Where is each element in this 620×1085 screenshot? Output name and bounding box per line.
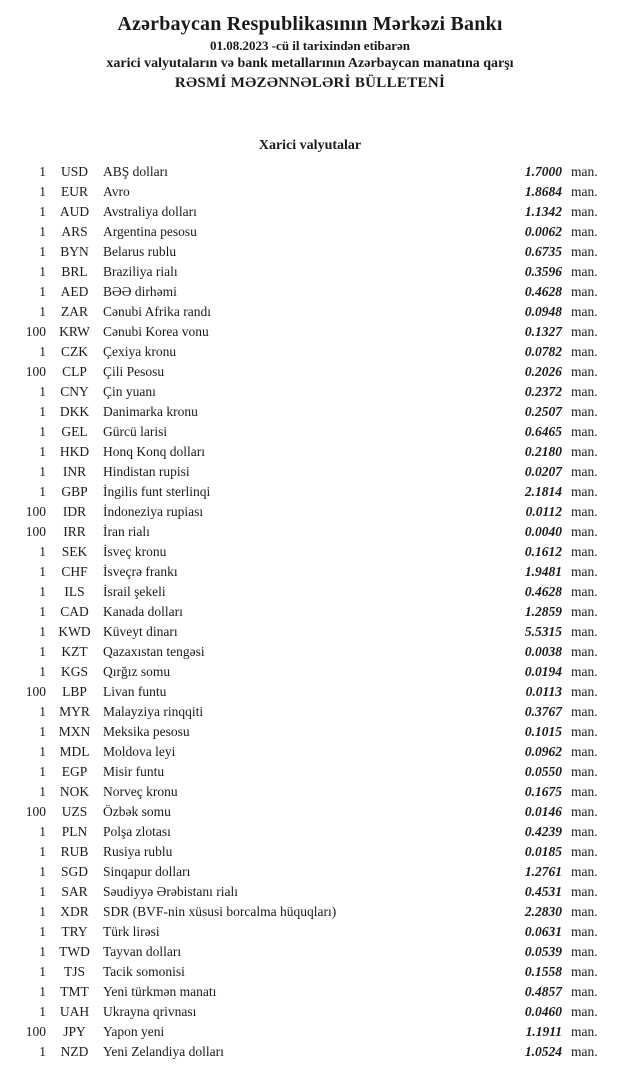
- rate-cell: 0.0112: [525, 504, 562, 519]
- quantity-cell: 100: [25, 804, 46, 819]
- unit-cell: man.: [571, 724, 598, 739]
- rate-cell: 0.0062: [524, 224, 562, 239]
- quantity-cell: 1: [39, 244, 46, 259]
- rate-cell: 5.5315: [524, 624, 562, 639]
- unit-cell: man.: [571, 1024, 598, 1039]
- table-row: [0, 182, 620, 202]
- currency-code-cell: CLP: [62, 364, 87, 379]
- currency-code-cell: TWD: [59, 944, 90, 959]
- currency-code-cell: CZK: [61, 344, 88, 359]
- rate-cell: 0.0040: [524, 524, 562, 539]
- currency-name-cell: Norveç kronu: [103, 784, 178, 799]
- unit-cell: man.: [571, 964, 598, 979]
- rate-cell: 0.4239: [524, 824, 562, 839]
- currency-name-cell: Kanada dolları: [103, 604, 183, 619]
- section-title-foreign-currencies: Xarici valyutalar: [258, 138, 362, 153]
- table-row: [0, 802, 620, 822]
- quantity-cell: 1: [39, 984, 46, 999]
- currency-name-cell: Avro: [103, 184, 130, 199]
- table-row: [0, 342, 620, 362]
- table-row: [0, 782, 620, 802]
- currency-code-cell: EUR: [61, 184, 88, 199]
- quantity-cell: 1: [39, 624, 46, 639]
- currency-code-cell: CHF: [61, 564, 88, 579]
- currency-code-cell: KGS: [60, 664, 88, 679]
- currency-code-cell: MYR: [59, 704, 90, 719]
- rate-cell: 0.0207: [524, 464, 562, 479]
- unit-cell: man.: [571, 884, 598, 899]
- currency-name-cell: İran rialı: [103, 524, 150, 539]
- table-row: [0, 762, 620, 782]
- rate-cell: 0.1558: [524, 964, 562, 979]
- rate-cell: 1.1342: [524, 204, 562, 219]
- table-row: [0, 262, 620, 282]
- currency-name-cell: Livan funtu: [103, 684, 167, 699]
- currency-name-cell: Cənubi Korea vonu: [103, 324, 209, 339]
- quantity-cell: 100: [25, 504, 46, 519]
- unit-cell: man.: [571, 464, 598, 479]
- unit-cell: man.: [571, 344, 598, 359]
- unit-cell: man.: [571, 624, 598, 639]
- table-row: [0, 1042, 620, 1062]
- quantity-cell: 100: [25, 324, 46, 339]
- currency-name-cell: Çili Pesosu: [103, 364, 165, 379]
- currency-code-cell: CAD: [60, 604, 89, 619]
- quantity-cell: 1: [39, 744, 46, 759]
- currency-name-cell: Sinqapur dolları: [103, 864, 191, 879]
- currency-code-cell: UZS: [61, 804, 88, 819]
- currency-code-cell: SGD: [60, 864, 88, 879]
- currency-code-cell: KZT: [61, 644, 88, 659]
- unit-cell: man.: [571, 264, 598, 279]
- currency-name-cell: Moldova leyi: [103, 744, 176, 759]
- rate-cell: 0.1327: [524, 324, 562, 339]
- table-row: [0, 622, 620, 642]
- currency-code-cell: ARS: [61, 224, 88, 239]
- currency-name-cell: İsrail şekeli: [103, 584, 166, 599]
- unit-cell: man.: [571, 424, 598, 439]
- rate-cell: 0.0113: [525, 684, 562, 699]
- table-row: [0, 382, 620, 402]
- effective-date-line: 01.08.2023 -cü il tarixindən etibarən: [209, 38, 411, 53]
- currency-code-cell: SEK: [61, 544, 88, 559]
- table-row: [0, 402, 620, 422]
- unit-cell: man.: [571, 304, 598, 319]
- table-row: [0, 362, 620, 382]
- quantity-cell: 1: [39, 784, 46, 799]
- currency-name-cell: Honq Konq dolları: [103, 444, 205, 459]
- currency-name-cell: Misir funtu: [103, 764, 165, 779]
- table-row: [0, 442, 620, 462]
- quantity-cell: 1: [39, 204, 46, 219]
- quantity-cell: 1: [39, 304, 46, 319]
- unit-cell: man.: [571, 364, 598, 379]
- currency-name-cell: Braziliya rialı: [103, 264, 178, 279]
- rate-cell: 0.0460: [524, 1004, 562, 1019]
- currency-name-cell: BƏƏ dirhəmi: [103, 284, 177, 299]
- unit-cell: man.: [571, 804, 598, 819]
- quantity-cell: 1: [39, 884, 46, 899]
- table-row: [0, 162, 620, 182]
- unit-cell: man.: [571, 384, 598, 399]
- unit-cell: man.: [571, 284, 598, 299]
- currency-code-cell: AED: [60, 284, 89, 299]
- rate-cell: 0.4628: [524, 584, 562, 599]
- table-row: [0, 862, 620, 882]
- table-row: [0, 922, 620, 942]
- rate-cell: 1.1911: [525, 1024, 562, 1039]
- table-row: [0, 1002, 620, 1022]
- bank-name: Azərbaycan Respublikasının Mərkəzi Bankı: [117, 13, 503, 35]
- table-row: [0, 302, 620, 322]
- unit-cell: man.: [571, 744, 598, 759]
- unit-cell: man.: [571, 944, 598, 959]
- currency-code-cell: KWD: [58, 624, 91, 639]
- unit-cell: man.: [571, 844, 598, 859]
- unit-cell: man.: [571, 764, 598, 779]
- rate-cell: 2.1814: [524, 484, 562, 499]
- unit-cell: man.: [571, 784, 598, 799]
- unit-cell: man.: [571, 504, 598, 519]
- table-row: [0, 742, 620, 762]
- currency-name-cell: Malayziya rinqqiti: [103, 704, 204, 719]
- rate-cell: 1.2859: [524, 604, 562, 619]
- quantity-cell: 1: [39, 944, 46, 959]
- unit-cell: man.: [571, 164, 598, 179]
- table-row: [0, 642, 620, 662]
- quantity-cell: 1: [39, 844, 46, 859]
- unit-cell: man.: [571, 684, 598, 699]
- quantity-cell: 1: [39, 924, 46, 939]
- currency-name-cell: ABŞ dolları: [103, 164, 168, 179]
- unit-cell: man.: [571, 924, 598, 939]
- table-row: [0, 582, 620, 602]
- currency-code-cell: MDL: [59, 744, 90, 759]
- doc-header: [0, 12, 620, 93]
- rate-cell: 0.0948: [524, 304, 562, 319]
- unit-cell: man.: [571, 604, 598, 619]
- rate-cell: 0.0146: [524, 804, 562, 819]
- currency-name-cell: Tacik somonisi: [103, 964, 185, 979]
- rate-cell: 0.6465: [524, 424, 562, 439]
- table-row: [0, 982, 620, 1002]
- rate-cell: 1.7000: [524, 164, 562, 179]
- currency-code-cell: GEL: [61, 424, 88, 439]
- currency-code-cell: NOK: [59, 784, 90, 799]
- rate-cell: 0.4857: [524, 984, 562, 999]
- quantity-cell: 1: [39, 384, 46, 399]
- currency-code-cell: LBP: [62, 684, 87, 699]
- currency-code-cell: BYN: [60, 244, 89, 259]
- quantity-cell: 1: [39, 604, 46, 619]
- currency-code-cell: UAH: [59, 1004, 90, 1019]
- currency-code-cell: IRR: [63, 524, 86, 539]
- quantity-cell: 1: [39, 164, 46, 179]
- currency-code-cell: DKK: [59, 404, 90, 419]
- rate-cell: 0.4531: [524, 884, 562, 899]
- table-row: [0, 722, 620, 742]
- unit-cell: man.: [571, 704, 598, 719]
- table-row: [0, 242, 620, 262]
- currency-name-cell: Argentina pesosu: [103, 224, 197, 239]
- currency-code-cell: XDR: [60, 904, 89, 919]
- quantity-cell: 1: [39, 764, 46, 779]
- rate-cell: 0.0194: [524, 664, 562, 679]
- currency-name-cell: Danimarka kronu: [103, 404, 198, 419]
- rates-table: [0, 162, 620, 1062]
- currency-code-cell: USD: [60, 164, 88, 179]
- rate-cell: 1.8684: [524, 184, 562, 199]
- currency-code-cell: TJS: [63, 964, 85, 979]
- table-row: [0, 662, 620, 682]
- rate-cell: 0.3596: [524, 264, 562, 279]
- rate-cell: 0.1612: [524, 544, 562, 559]
- rate-cell: 0.0038: [524, 644, 562, 659]
- quantity-cell: 100: [25, 1024, 46, 1039]
- currency-name-cell: Özbək somu: [103, 804, 171, 819]
- currency-code-cell: HKD: [59, 444, 90, 459]
- rate-cell: 0.0782: [524, 344, 562, 359]
- currency-code-cell: GBP: [61, 484, 88, 499]
- table-row: [0, 322, 620, 342]
- quantity-cell: 1: [39, 964, 46, 979]
- quantity-cell: 1: [39, 824, 46, 839]
- rate-cell: 0.0631: [524, 924, 562, 939]
- rate-cell: 0.2507: [524, 404, 562, 419]
- rate-cell: 0.2180: [524, 444, 562, 459]
- table-row: [0, 202, 620, 222]
- quantity-cell: 1: [39, 1044, 46, 1059]
- currency-name-cell: İsveç kronu: [103, 544, 167, 559]
- currency-code-cell: BRL: [61, 264, 88, 279]
- currency-code-cell: ILS: [64, 584, 85, 599]
- currency-name-cell: Polşa zlotası: [103, 824, 171, 839]
- currency-name-cell: Tayvan dolları: [103, 944, 182, 959]
- currency-code-cell: INR: [62, 464, 87, 479]
- rate-cell: 0.0185: [524, 844, 562, 859]
- currency-name-cell: Yapon yeni: [103, 1024, 165, 1039]
- currency-name-cell: Avstraliya dolları: [103, 204, 197, 219]
- table-row: [0, 942, 620, 962]
- table-row: [0, 602, 620, 622]
- rate-cell: 0.3767: [524, 704, 562, 719]
- rate-cell: 0.1675: [524, 784, 562, 799]
- currency-name-cell: Qırğız somu: [103, 664, 171, 679]
- subject-line: xarici valyutaların və bank metallarının Azərbaycan manatına qarşı: [106, 56, 514, 71]
- quantity-cell: 1: [39, 404, 46, 419]
- quantity-cell: 1: [39, 584, 46, 599]
- quantity-cell: 1: [39, 224, 46, 239]
- currency-name-cell: Çin yuanı: [103, 384, 156, 399]
- unit-cell: man.: [571, 824, 598, 839]
- table-row: [0, 822, 620, 842]
- quantity-cell: 1: [39, 344, 46, 359]
- quantity-cell: 1: [39, 424, 46, 439]
- rate-cell: 0.0962: [524, 744, 562, 759]
- quantity-cell: 1: [39, 1004, 46, 1019]
- currency-name-cell: Yeni Zelandiya dolları: [103, 1044, 224, 1059]
- currency-name-cell: Küveyt dinarı: [103, 624, 178, 639]
- currency-code-cell: RUB: [60, 844, 89, 859]
- rate-cell: 0.0550: [524, 764, 562, 779]
- unit-cell: man.: [571, 524, 598, 539]
- table-row: [0, 882, 620, 902]
- quantity-cell: 1: [39, 264, 46, 279]
- currency-name-cell: Cənubi Afrika randı: [103, 304, 211, 319]
- currency-code-cell: ZAR: [61, 304, 88, 319]
- table-row: [0, 842, 620, 862]
- table-row: [0, 522, 620, 542]
- quantity-cell: 1: [39, 704, 46, 719]
- unit-cell: man.: [571, 404, 598, 419]
- table-row: [0, 702, 620, 722]
- unit-cell: man.: [571, 444, 598, 459]
- currency-name-cell: Səudiyyə Ərəbistanı rialı: [103, 884, 238, 899]
- rate-cell: 0.4628: [524, 284, 562, 299]
- currency-name-cell: İndoneziya rupiası: [103, 504, 204, 519]
- unit-cell: man.: [571, 904, 598, 919]
- unit-cell: man.: [571, 244, 598, 259]
- currency-code-cell: JPY: [63, 1024, 86, 1039]
- unit-cell: man.: [571, 484, 598, 499]
- quantity-cell: 100: [25, 364, 46, 379]
- quantity-cell: 100: [25, 524, 46, 539]
- currency-name-cell: Ukrayna qrivnası: [103, 1004, 197, 1019]
- currency-code-cell: EGP: [61, 764, 88, 779]
- currency-code-cell: PLN: [61, 824, 88, 839]
- quantity-cell: 1: [39, 544, 46, 559]
- currency-name-cell: Yeni türkmən manatı: [103, 984, 217, 999]
- currency-code-cell: AUD: [59, 204, 90, 219]
- currency-name-cell: İsveçrə frankı: [103, 564, 178, 579]
- currency-name-cell: Çexiya kronu: [103, 344, 177, 359]
- quantity-cell: 1: [39, 724, 46, 739]
- table-row: [0, 502, 620, 522]
- table-row: [0, 962, 620, 982]
- unit-cell: man.: [571, 664, 598, 679]
- table-row: [0, 562, 620, 582]
- table-row: [0, 222, 620, 242]
- currency-code-cell: IDR: [62, 504, 87, 519]
- rate-cell: 1.0524: [524, 1044, 562, 1059]
- unit-cell: man.: [571, 544, 598, 559]
- rate-cell: 1.2761: [524, 864, 562, 879]
- quantity-cell: 1: [39, 664, 46, 679]
- unit-cell: man.: [571, 864, 598, 879]
- rate-cell: 2.2830: [524, 904, 562, 919]
- table-row: [0, 1022, 620, 1042]
- rate-cell: 0.2026: [524, 364, 562, 379]
- unit-cell: man.: [571, 184, 598, 199]
- quantity-cell: 1: [39, 184, 46, 199]
- unit-cell: man.: [571, 564, 598, 579]
- currency-name-cell: Hindistan rupisi: [103, 464, 190, 479]
- currency-code-cell: SAR: [61, 884, 88, 899]
- quantity-cell: 1: [39, 444, 46, 459]
- currency-name-cell: Meksika pesosu: [103, 724, 190, 739]
- unit-cell: man.: [571, 584, 598, 599]
- bulletin-title: RƏSMİ MƏZƏNNƏLƏRİ BÜLLETENİ: [174, 75, 446, 91]
- table-row: [0, 682, 620, 702]
- rate-cell: 0.2372: [524, 384, 562, 399]
- table-row: [0, 542, 620, 562]
- unit-cell: man.: [571, 1004, 598, 1019]
- currency-code-cell: MXN: [58, 724, 91, 739]
- rate-cell: 0.0539: [524, 944, 562, 959]
- quantity-cell: 1: [39, 464, 46, 479]
- unit-cell: man.: [571, 644, 598, 659]
- rate-cell: 0.6735: [524, 244, 562, 259]
- currency-code-cell: NZD: [60, 1044, 89, 1059]
- currency-code-cell: KRW: [59, 324, 90, 339]
- quantity-cell: 1: [39, 484, 46, 499]
- quantity-cell: 1: [39, 644, 46, 659]
- unit-cell: man.: [571, 984, 598, 999]
- currency-name-cell: SDR (BVF-nin xüsusi borcalma hüquqları): [103, 904, 337, 919]
- quantity-cell: 1: [39, 904, 46, 919]
- quantity-cell: 1: [39, 284, 46, 299]
- currency-name-cell: Rusiya rublu: [103, 844, 173, 859]
- currency-code-cell: CNY: [60, 384, 89, 399]
- table-row: [0, 482, 620, 502]
- unit-cell: man.: [571, 204, 598, 219]
- quantity-cell: 100: [25, 684, 46, 699]
- table-row: [0, 422, 620, 442]
- rate-cell: 0.1015: [524, 724, 562, 739]
- table-row: [0, 462, 620, 482]
- currency-code-cell: TRY: [61, 924, 88, 939]
- currency-name-cell: Belarus rublu: [103, 244, 177, 259]
- unit-cell: man.: [571, 1044, 598, 1059]
- rate-cell: 1.9481: [524, 564, 562, 579]
- currency-name-cell: Türk lirəsi: [103, 924, 160, 939]
- table-row: [0, 282, 620, 302]
- quantity-cell: 1: [39, 564, 46, 579]
- currency-code-cell: TMT: [60, 984, 89, 999]
- unit-cell: man.: [571, 324, 598, 339]
- currency-name-cell: İngilis funt sterlinqi: [103, 484, 211, 499]
- currency-name-cell: Qazaxıstan tengəsi: [103, 644, 205, 659]
- unit-cell: man.: [571, 224, 598, 239]
- table-row: [0, 902, 620, 922]
- currency-name-cell: Gürcü larisi: [103, 424, 168, 439]
- quantity-cell: 1: [39, 864, 46, 879]
